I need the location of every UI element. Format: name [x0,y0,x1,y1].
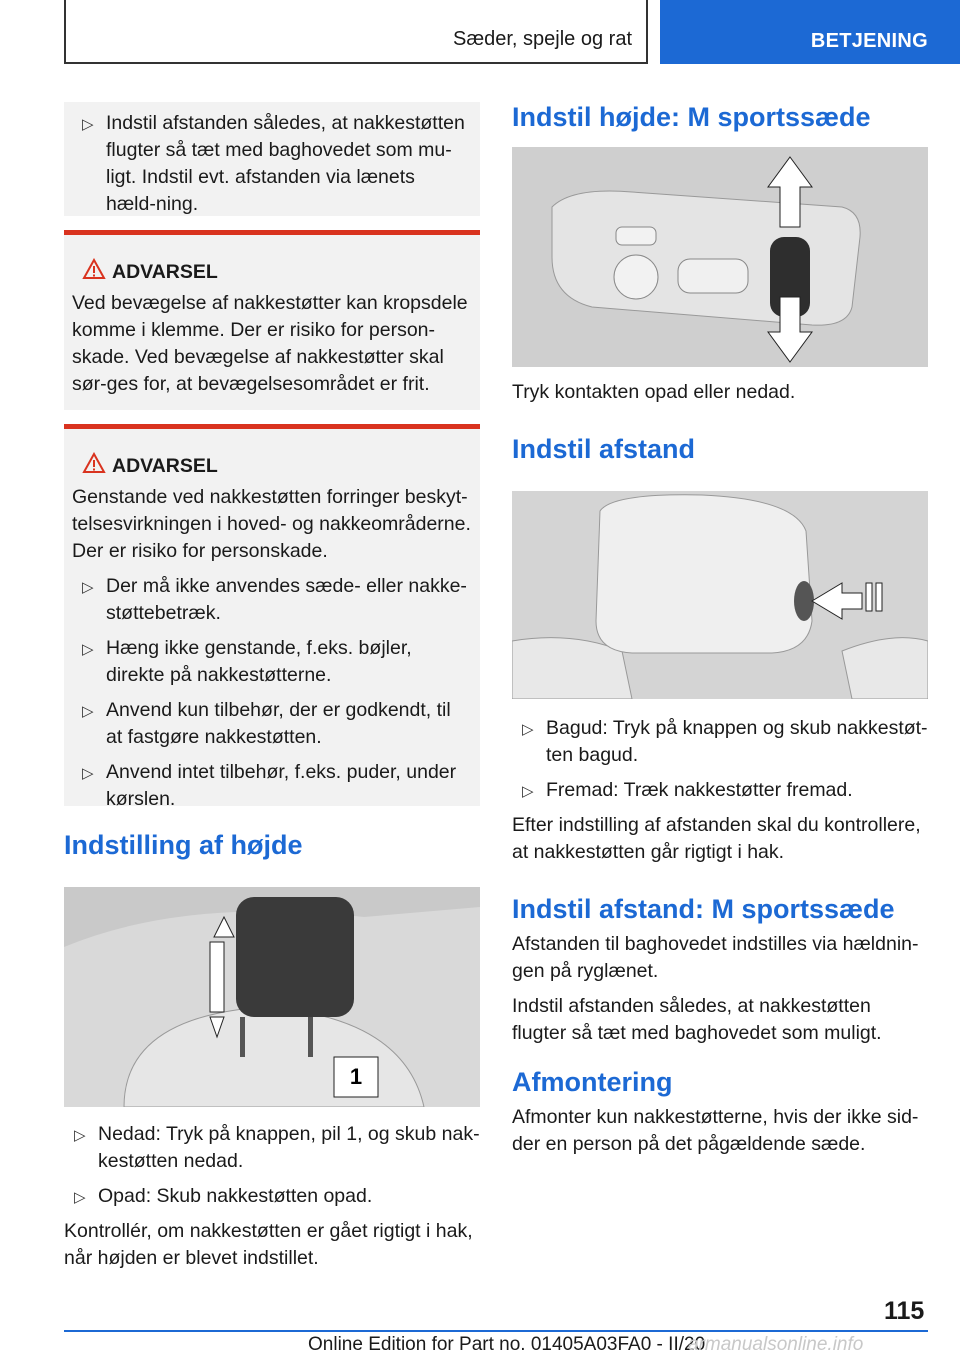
list-item [64,1121,480,1175]
list-item-text: Hæng ikke genstande, f.eks. bøjler, direkte på nakkestøtterne. [106,637,412,686]
figure-callout-label: 1 [349,1064,363,1089]
section-heading: Indstil afstand: M sportssæde [512,894,895,924]
body-paragraph: Kontrollér, om nakkestøtten er gået rigtigt i hak, når højden er blevet indstillet. [64,1220,473,1269]
list-item [512,715,928,769]
list-item-text: Bagud: Tryk på knappen og skub nakkestøt‐ten bagud. [546,717,928,766]
bullet-triangle-icon: ▷ [82,765,94,782]
footer-divider [64,1330,928,1332]
headrest-distance-illustration [512,491,928,699]
warning-icon [82,258,106,280]
height-bullets [64,1121,480,1210]
warning-box [64,424,480,810]
list-item-text: Anvend intet tilbehør, f.eks. puder, under kørslen. [106,761,457,810]
header-frame [64,0,648,64]
bullet-triangle-icon: ▷ [522,721,534,738]
headrest-height-figure [64,887,480,1107]
warning-box [64,230,480,410]
warning-title: ADVARSEL [72,261,472,284]
seat-switch-illustration [512,147,928,367]
headrest-height-illustration [64,887,480,1107]
chapter-title: BETJENING [810,30,928,52]
list-item [72,110,470,218]
bullet-triangle-icon: ▷ [82,116,94,133]
bullet-triangle-icon: ▷ [82,641,94,658]
section-heading: Indstil afstand [512,434,696,464]
list-item-text: Nedad: Tryk på knappen, pil 1, og skub nak‐kestøtten nedad. [98,1123,480,1172]
left-column [64,102,480,1280]
list-item-text: Fremad: Træk nakkestøtter fremad. [546,779,853,801]
section-title: Sæder, spejle og rat [453,28,632,50]
list-item-text: Opad: Skub nakkestøtten opad. [98,1185,373,1207]
chapter-tab [660,0,960,64]
body-paragraph: Afstanden til baghovedet indstilles via hældnin‐gen på ryglænet. [512,933,919,982]
edition-note: Online Edition for Part no. 01405A03FA0 - II/20 [308,1334,706,1355]
bullet-triangle-icon: ▷ [82,703,94,720]
headrest-distance-figure [512,491,928,699]
top-note [64,102,480,216]
bullet-triangle-icon: ▷ [74,1127,86,1144]
list-item [64,1183,480,1210]
page-number: 115 [884,1297,925,1325]
bullet-triangle-icon: ▷ [74,1189,86,1206]
list-item-text: Anvend kun tilbehør, der er godkendt, til at fastgøre nakkestøtten. [106,699,451,748]
right-column [512,102,928,1166]
warning-text: Ved bevægelse af nakkestøtter kan kropsdele komme i klemme. Der er risiko for person‐skade. Ved bevægelse af nakkestøtter skal sør‐ges for, at bevægelsesområdet er frit. [72,292,468,395]
list-item [72,635,472,689]
bullet-triangle-icon: ▷ [522,783,534,800]
seat-switch-figure [512,147,928,367]
warning-icon [82,452,106,474]
figure-caption: Tryk kontakten opad eller nedad. [512,381,796,403]
page-header [0,0,960,66]
body-paragraph: Indstil afstanden således, at nakkestøtten flugter så tæt med baghovedet som muligt. [512,995,882,1044]
list-item [72,697,472,751]
list-item [512,777,928,804]
warning-title: ADVARSEL [72,455,472,478]
body-paragraph: Efter indstilling af afstanden skal du kontrollere, at nakkestøtten går rigtigt i hak. [512,814,921,863]
watermark-logo: armanualsonline.info [688,1334,864,1355]
list-item [72,759,472,813]
section-heading: Indstil højde: M sportssæde [512,102,871,132]
body-paragraph: Afmonter kun nakkestøtterne, hvis der ikke sid‐der en person på det pågældende sæde. [512,1106,919,1155]
list-item-text: Der må ikke anvendes sæde- eller nakke‐støttebetræk. [106,575,467,624]
section-heading: Indstilling af højde [64,830,303,860]
bullet-triangle-icon: ▷ [82,579,94,596]
section-heading: Afmontering [512,1067,673,1097]
list-item-text: Indstil afstanden således, at nakkestøtten flugter så tæt med baghovedet som mu‐ligt. Indstil evt. afstanden via lænets hæld‐ning. [106,112,465,215]
distance-bullets [512,715,928,804]
list-item [72,573,472,627]
warning-text: Genstande ved nakkestøtten forringer beskyt‐telsesvirkningen i hoved- og nakkeområderne. Der er risiko for personskade. [72,486,471,562]
